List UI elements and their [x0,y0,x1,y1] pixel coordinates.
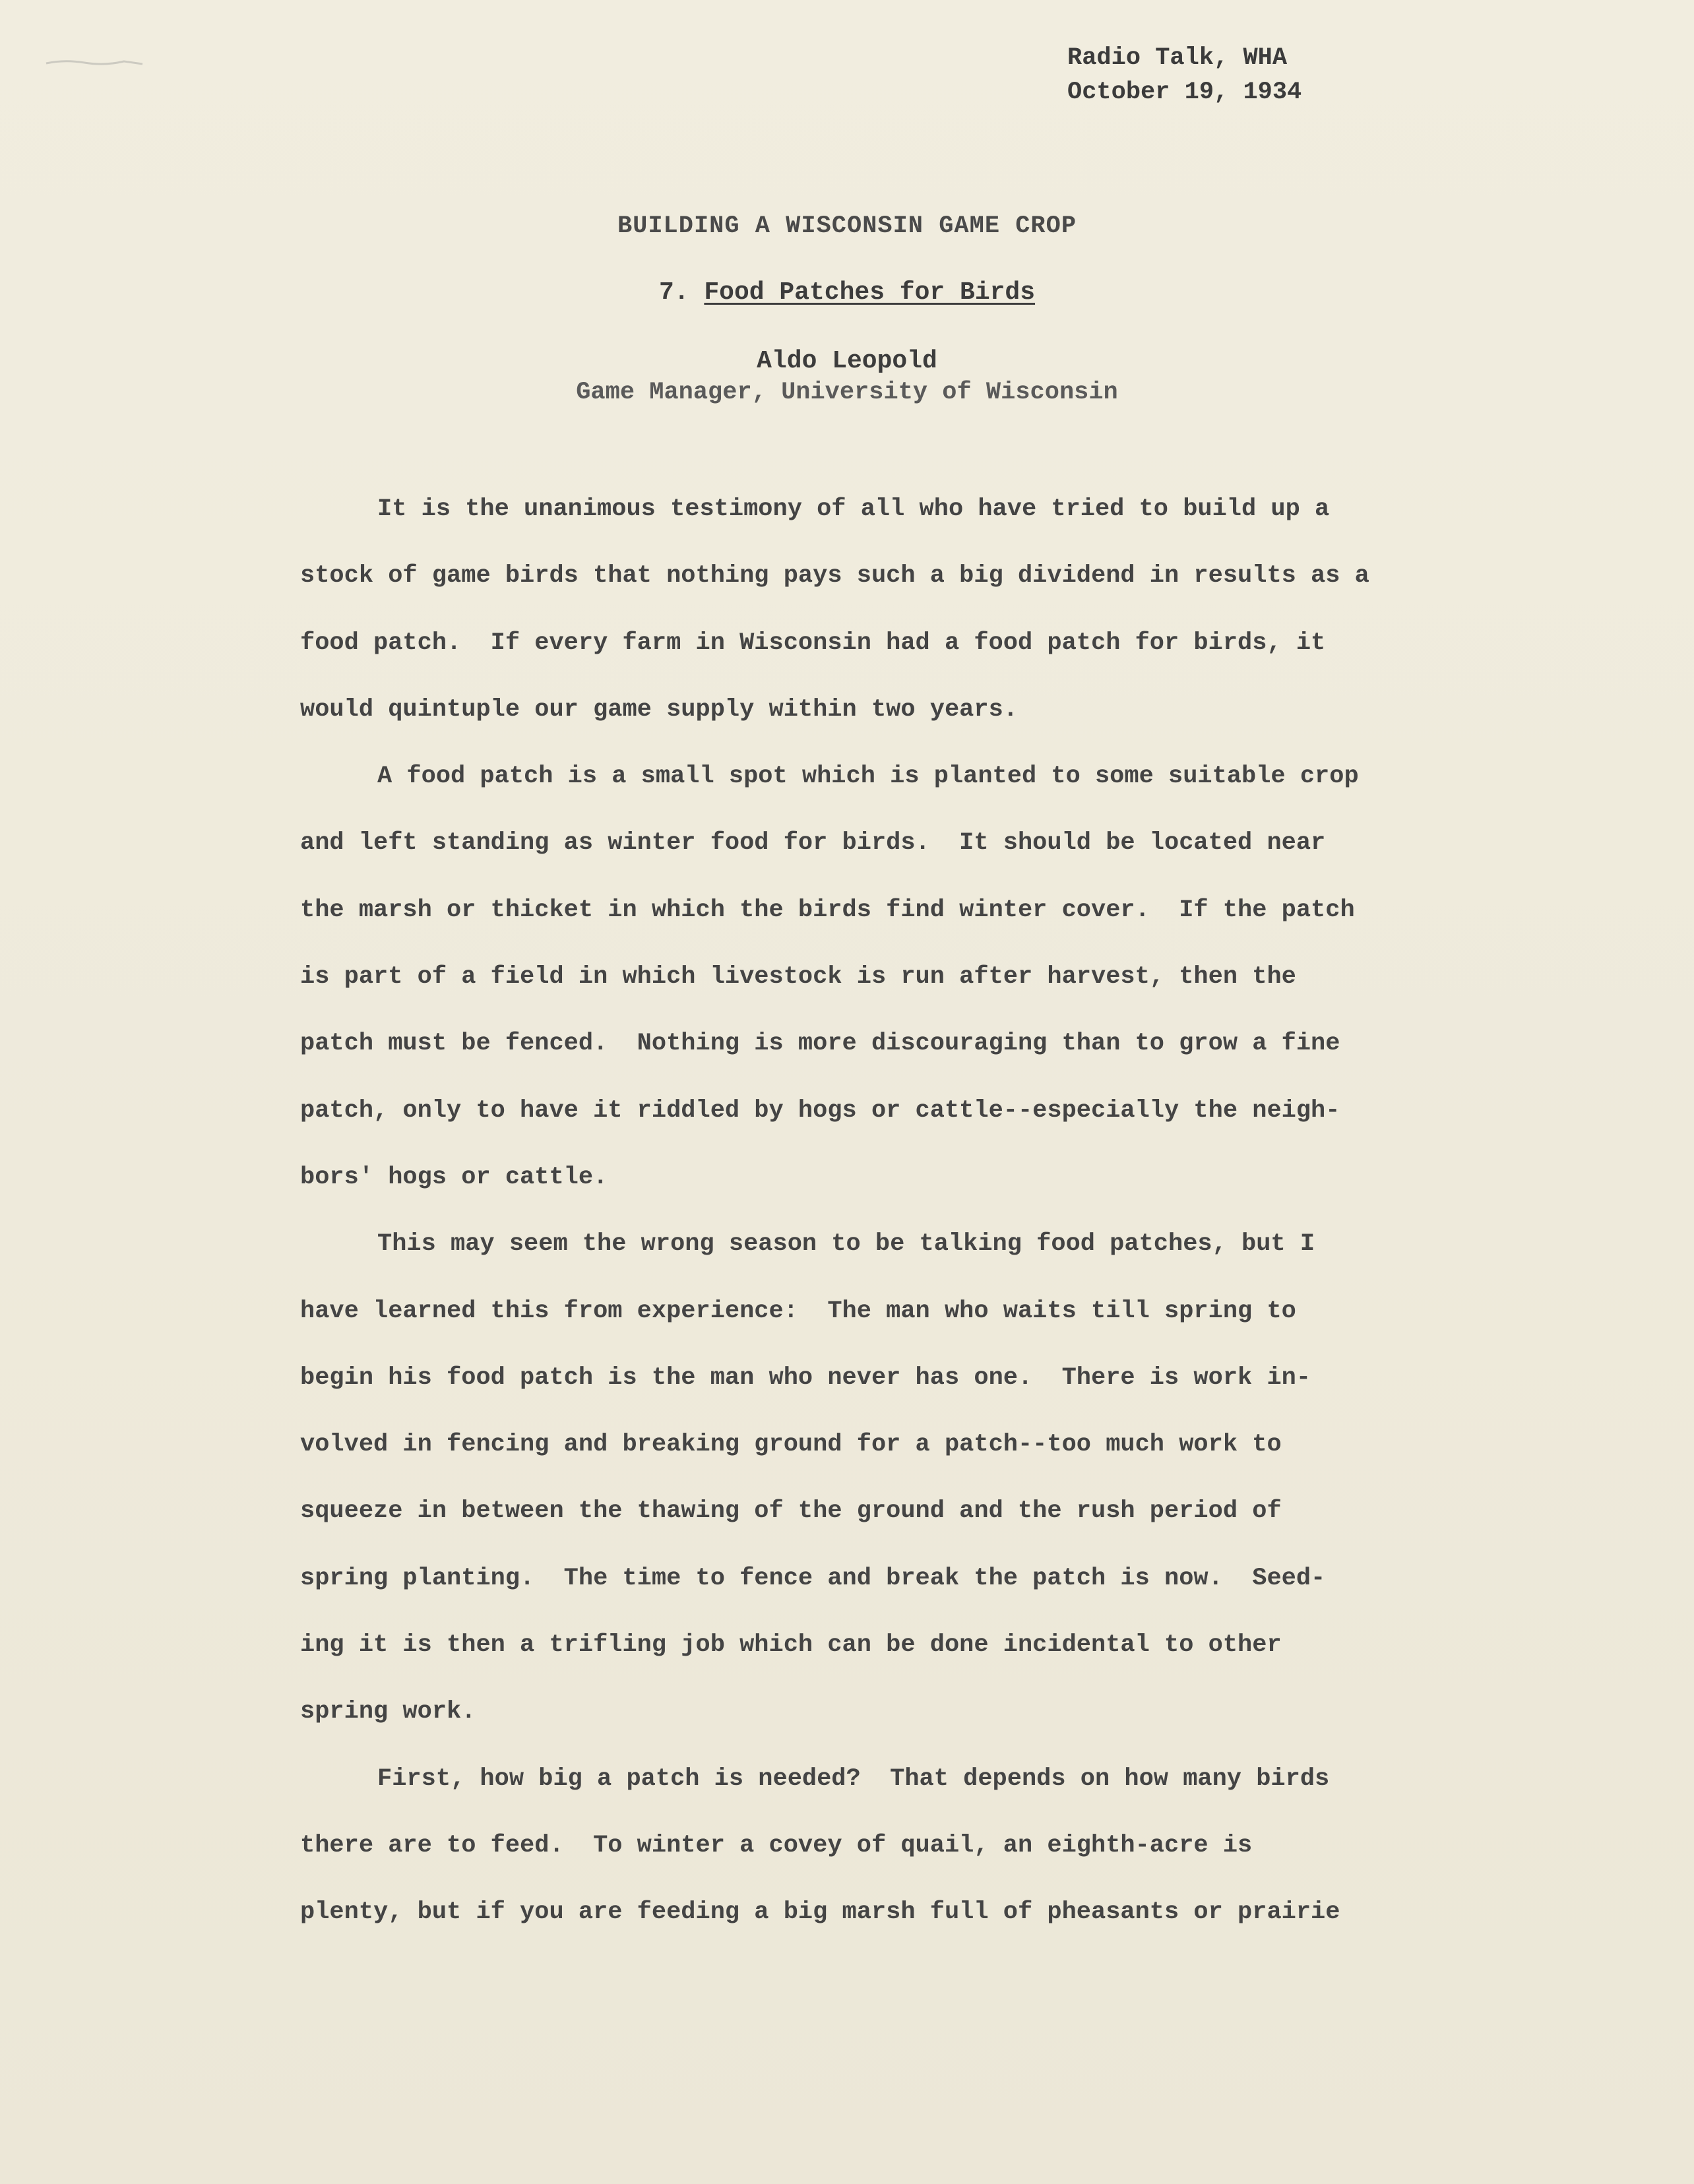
body-line: patch must be fenced. Nothing is more discouraging than to grow a fine [300,1030,1340,1058]
dateline [1067,41,1302,109]
body-line: have learned this from experience: The man who waits till spring to [300,1297,1296,1325]
dateline-venue: Radio Talk, WHA [1067,44,1288,72]
dateline-date: October 19, 1934 [1067,78,1302,106]
body-line: plenty, but if you are feeding a big marsh full of pheasants or prairie [300,1898,1340,1927]
body-line: is part of a field in which livestock is run after harvest, then the [300,963,1296,991]
body-line: spring work. [300,1698,476,1726]
body-line: bors' hogs or cattle. [300,1163,608,1191]
part-number: 7. [658,278,689,307]
body-line: squeeze in between the thawing of the ground and the rush period of [300,1497,1282,1526]
body-line: and left standing as winter food for birds. It should be located near [300,829,1326,858]
body-line: there are to feed. To winter a covey of quail, an eighth-acre is [300,1831,1253,1859]
body-line: would quintuple our game supply within two years. [300,695,1018,724]
body-line: First, how big a patch is needed? That depends on how many birds [377,1764,1330,1793]
body-text [300,476,1514,1947]
body-line: ing it is then a trifling job which can be done incidental to other [300,1631,1282,1660]
part-title [0,278,1694,307]
part-title-text: Food Patches for Birds [704,278,1036,307]
body-line: food patch. If every farm in Wisconsin had a food patch for birds, it [300,629,1326,657]
body-line: spring planting. The time to fence and break the patch is now. Seed- [300,1564,1326,1592]
author-name: Aldo Leopold [757,347,937,375]
body-line: This may seem the wrong season to be talking food patches, but I [377,1230,1315,1259]
body-line: volved in fencing and breaking ground for a patch--too much work to [300,1431,1282,1459]
body-line: A food patch is a small spot which is planted to some suitable crop [377,763,1359,791]
body-line: begin his food patch is the man who never has one. There is work in- [300,1363,1311,1392]
body-line: It is the unanimous testimony of all who have tried to build up a [377,495,1330,523]
series-title: BUILDING A WISCONSIN GAME CROP [617,212,1077,240]
paper-smudge [45,58,144,67]
body-line: the marsh or thicket in which the birds find winter cover. If the patch [300,896,1355,924]
author-affiliation: Game Manager, University of Wisconsin [576,379,1118,406]
body-line: stock of game birds that nothing pays such a big dividend in results as a [300,562,1369,590]
body-line: patch, only to have it riddled by hogs or cattle--especially the neigh- [300,1096,1340,1125]
